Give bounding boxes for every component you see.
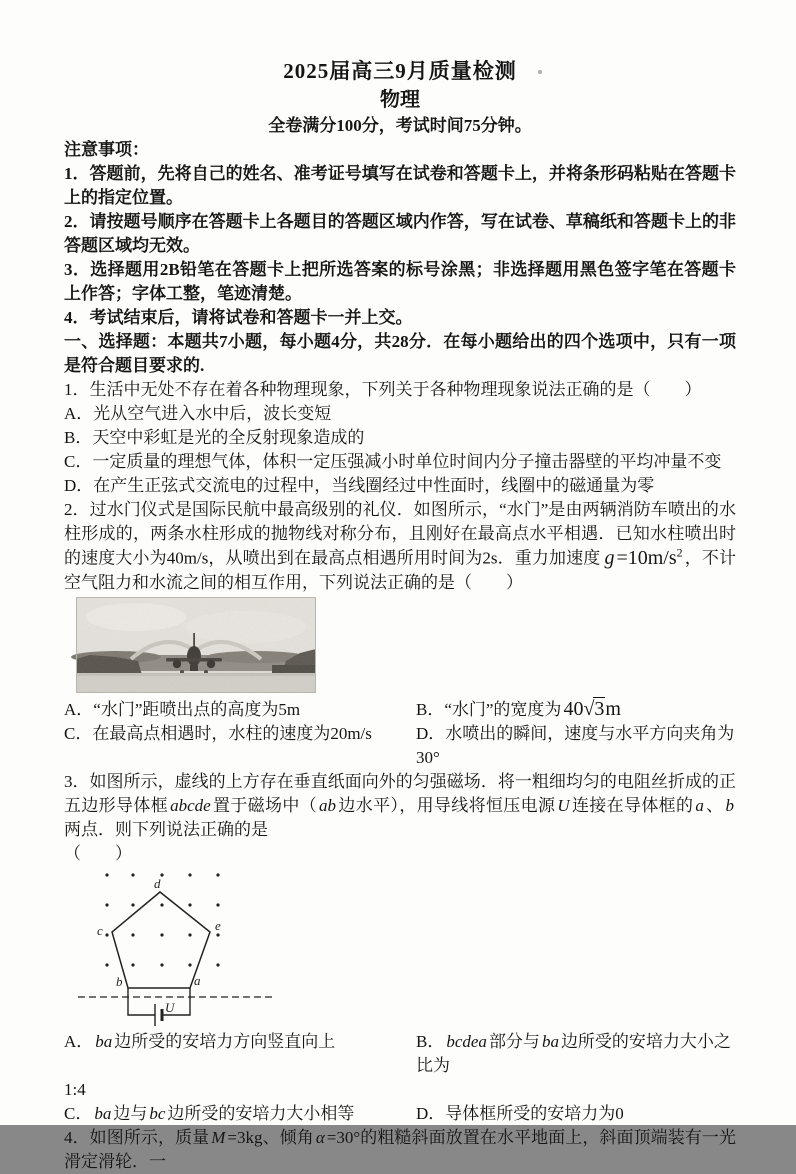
vertex-label-c: c	[97, 922, 103, 938]
q3-option-a: A． ba 边所受的安培力方向竖直向上	[64, 1031, 336, 1051]
exam-meta-line: 全卷满分100分，考试时间75分钟。	[268, 116, 532, 135]
notice-heading: 注意事项：	[64, 140, 149, 159]
q1-option-c: C．一定质量的理想气体，体积一定压强减小时单位时间内分子撞击器壁的平均冲量不变	[64, 452, 722, 471]
q3-circuit-figure	[78, 868, 274, 1028]
q1-option-b: B．天空中彩虹是光的全反射现象造成的	[64, 428, 365, 447]
q1-option-a: A．光从空气进入水中后，波长变短	[64, 404, 332, 423]
q3-options-row-2	[64, 1102, 736, 1126]
notice-item-2: 2．请按题号顺序在答题卡上各题目的答题区域内作答，写在试卷、草稿纸和答题卡上的非答题区域均无效。	[64, 212, 736, 255]
vertex-label-a: a	[194, 972, 201, 988]
vertex-label-e: e	[215, 917, 221, 933]
voltage-source-label: U	[165, 999, 175, 1015]
q2-option-a: A．“水门”距喷出点的高度为5m	[64, 699, 301, 719]
notice-item-1: 1．答题前，先将自己的姓名、准考证号填写在试卷和答题卡上，并将条形码粘贴在答题卡上的指定位置。	[64, 164, 736, 207]
question-1-stem: 1．生活中无处不存在着各种物理现象，下列关于各种物理现象说法正确的是（ ）	[64, 380, 702, 399]
question-3-stem: 3．如图所示，虚线的上方存在垂直纸面向外的匀强磁场．将一粗细均匀的电阻丝折成的正五边形导体框 abcde 置于磁场中（ ab 边水平），用导线将恒压电源 U 连接在导体框的 a 、 b两点．则下列说法正确的是	[64, 771, 736, 839]
question-2-stem	[64, 498, 736, 595]
q2-option-c: C．在最高点相遇时，水柱的速度为20m/s	[64, 723, 372, 743]
voltage-source-circuit	[128, 988, 190, 1026]
q3-option-d: D．导体框所受的安培力为0	[416, 1103, 624, 1123]
q2-stem-text-after: ，不计空气阻力和水流之间的相互作用，下列说法正确的是（ ）	[64, 548, 736, 592]
vertex-label-d: d	[154, 875, 161, 891]
photo-grain-overlay	[76, 597, 316, 693]
q3-option-c: C． ba 边与 bc 边所受的安培力大小相等	[64, 1103, 355, 1123]
q2-options-row-2	[64, 722, 736, 770]
print-artifact-dot	[538, 70, 542, 74]
question-4-stem: 4．如图所示，质量 M =3kg、倾角 α =30°的粗糙斜面放置在水平地面上，斜面顶端装有一光滑定滑轮．一	[64, 1127, 736, 1171]
q2-options-row-1	[64, 697, 736, 722]
notice-item-4: 4．考试结束后，请将试卷和答题卡一并上交。	[64, 308, 413, 327]
q1-option-d: D．在产生正弦式交流电的过程中，当线圈经过中性面时，线圈中的磁通量为零	[64, 476, 655, 495]
width-sqrt-formula: 40√3m	[563, 697, 621, 720]
section-heading: 一、选择题：本题共7小题，每小题4分，共28分．在每小题给出的四个选项中，只有一项是符合题目要求的.	[64, 332, 736, 375]
q2-option-b: B．“水门”的宽度为 40√3m	[416, 697, 621, 720]
notice-item-3: 3．选择题用2B铅笔在答题卡上把所选答案的标号涂黑；非选择题用黑色签字笔在答题卡上作答；字体工整，笔迹清楚。	[64, 260, 736, 303]
q3-answer-blank: （ ）	[64, 843, 132, 863]
q2-option-d: D．水喷出的瞬间，速度与水平方向夹角为30°	[416, 723, 735, 767]
q3-option-b: B． bcdea 部分与 ba 边所受的安培力大小之比为	[416, 1031, 731, 1075]
water-gate-photo	[76, 597, 316, 693]
sqrt-symbol: √	[583, 697, 595, 720]
page-title: 2025届高三9月质量检测	[283, 59, 517, 83]
q2-stem-text-before: 2．过水门仪式是国际民航中最高级别的礼仪．如图所示，“水门”是由两辆消防车喷出的水柱形成的，两条水柱形成的抛物线对称分布，且刚好在最高点水平相遇．已知水柱喷出时的速度大小为40m/s，从喷出到在最高点相遇所用时间为2s．重力加速度	[64, 500, 736, 568]
vertex-label-b: b	[116, 973, 123, 989]
q3-options-row-1	[64, 1030, 736, 1078]
subject-title: 物理	[380, 89, 420, 111]
q3-option-b-continuation: 1:4	[64, 1079, 86, 1099]
gravity-acceleration-formula: $g =10m/s^2$	[604, 545, 683, 569]
